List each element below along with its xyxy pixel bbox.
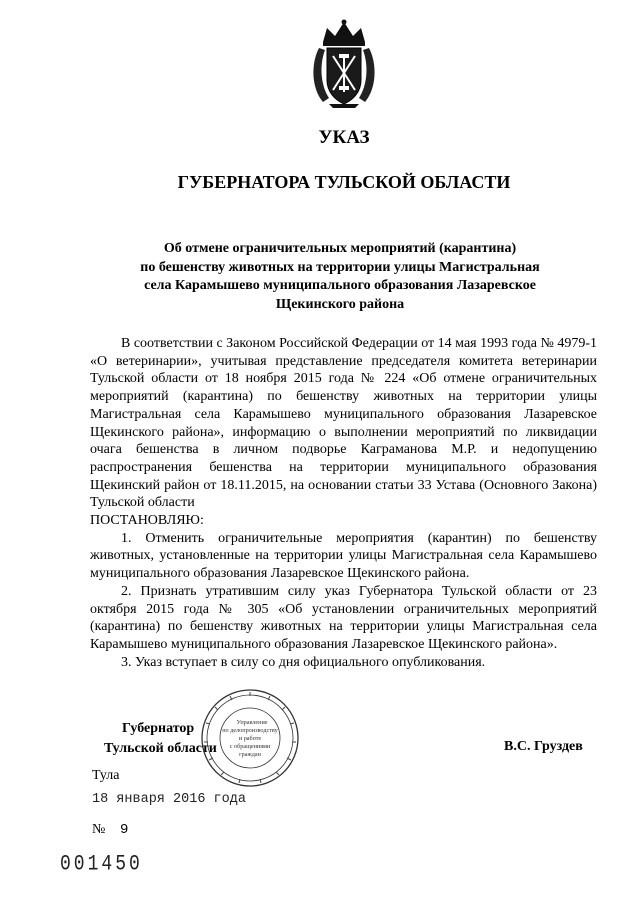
subject-line: Об отмене ограничительных мероприятий (карантина) xyxy=(163,241,517,256)
svg-text:по делопроизводству: по делопроизводству xyxy=(222,727,278,734)
svg-text:граждан: граждан xyxy=(239,751,261,758)
decree-item: 1. Отменить ограничительные мероприятия (карантин) по бешенству животных, установленные на территории улицы Магистральная села Карамышево муниципального образования Лазаревское Щекинского района. xyxy=(90,530,597,582)
serial-number: 001450 xyxy=(60,852,143,877)
svg-text:Управление: Управление xyxy=(236,719,268,726)
decree-number-label: № xyxy=(92,822,106,837)
decree-subject xyxy=(100,240,580,314)
official-round-stamp-icon xyxy=(199,687,301,789)
place-of-signing: Тула xyxy=(92,768,120,783)
signatory-position-line: Губернатор xyxy=(122,721,195,736)
tula-coat-of-arms-icon xyxy=(309,18,379,110)
decree-body xyxy=(90,335,597,671)
issuer-title: ГУБЕРНАТОРА ТУЛЬСКОЙ ОБЛАСТИ xyxy=(177,172,511,192)
decree-number: 9 xyxy=(120,822,129,838)
subject-line: Щекинского района xyxy=(275,296,405,312)
signatory-name: В.С. Груздев xyxy=(504,739,583,754)
signing-date: 18 января 2016 года xyxy=(92,792,246,807)
preamble-paragraph: В соответствии с Законом Российской Федерации от 14 мая 1993 года № 4979-1 «О ветеринарии», учитывая представление председателя комитета ветеринарии Тульской области от 18 ноября 2015 года № 224 «Об отмене ограничительных мероприятий (карантина) по бешенству животных на территории улицы Магистральная села Карамышево муниципального образования Лазаревское Щекинского района», информацию о выполнении мероприятий по ликвидации очага бешенства в личном подворье Каграманова М.Р. и недопущению распространения бешенства на территории муниципального образования Щекинский район от 18.11.2015, на основании статьи 33 Устава (Основного Закона) Тульской области xyxy=(90,336,597,511)
signatory-position-line: Тульской области xyxy=(104,741,217,756)
decree-item: 2. Признать утратившим силу указ Губернатора Тульской области от 23 октября 2015 года № 305 «Об установлении ограничительных мероприятий (карантина) по бешенству животных на территории улицы Магистральная села Карамышево муниципального образования Лазаревское Щекинского района». xyxy=(90,583,597,652)
decree-word: ПОСТАНОВЛЯЮ: xyxy=(90,513,204,529)
decree-item: 3. Указ вступает в силу со дня официального опубликования. xyxy=(121,654,486,670)
subject-line: по бешенству животных на территории улицы Магистральная xyxy=(140,259,540,275)
document-type-title: УКАЗ xyxy=(318,127,370,148)
svg-text:с обращениями: с обращениями xyxy=(229,743,271,750)
subject-line: села Карамышево муниципального образования Лазаревское xyxy=(144,278,536,293)
svg-text:и работе: и работе xyxy=(238,735,262,742)
